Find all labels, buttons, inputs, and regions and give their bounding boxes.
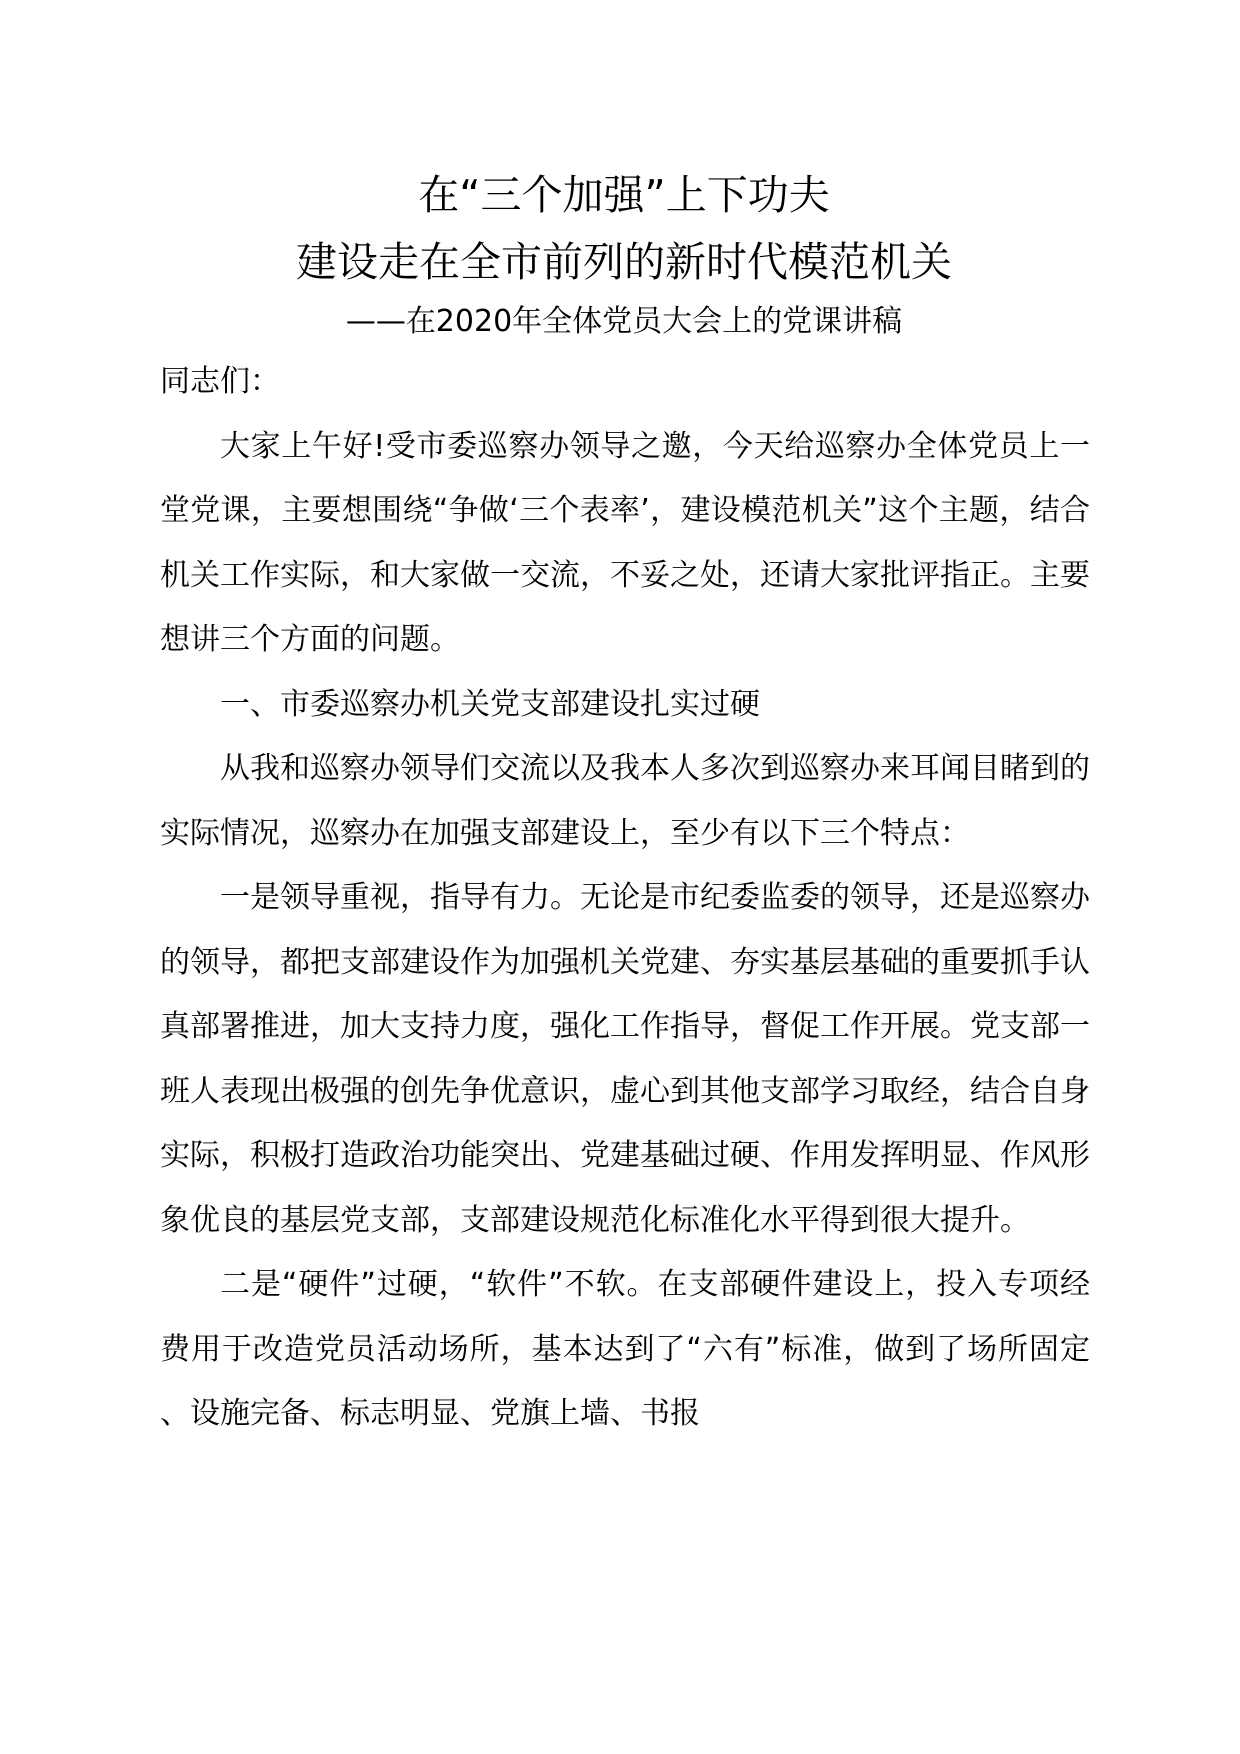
section-heading-1: 一、市委巡察办机关党支部建设扎实过硬 <box>220 686 760 722</box>
paragraph-point-2: 二是“硬件”过硬，“软件”不软。在支部硬件建设上，投入专项经费用于改造党员活动场所，基本达到了“六有”标准，做到了场所固定、设施完备、标志明显、党旗上墙、书报 <box>160 1267 1090 1431</box>
paragraph-intro: 大家上午好!受市委巡察办领导之邀，今天给巡察办全体党员上一堂党课，主要想围绕“争做‘三个表率’，建设模范机关”这个主题，结合机关工作实际，和大家做一交流，不妥之处，还请大家批评指正。主要想讲三个方面的问题。 <box>160 428 1090 657</box>
paragraph-overview: 从我和巡察办领导们交流以及我本人多次到巡察办来耳闻目睹到的实际情况，巡察办在加强支部建设上，至少有以下三个特点： <box>160 751 1090 851</box>
subtitle: ——在2020年全体党员大会上的党课讲稿 <box>345 304 903 339</box>
title-line-2: 建设走在全市前列的新时代模范机关 <box>296 238 952 286</box>
paragraph-point-1: 一是领导重视，指导有力。无论是市纪委监委的领导，还是巡察办的领导，都把支部建设作为加强机关党建、夯实基层基础的重要抓手认真部署推进，加大支持力度，强化工作指导，督促工作开展。党支部一班人表现出极强的创先争优意识，虚心到其他支部学习取经，结合自身实际，积极打造政治功能突出、党建基础过硬、作用发挥明显、作风形象优良的基层党支部，支部建设规范化标准化水平得到很大提升。 <box>160 880 1090 1238</box>
title-line-1: 在“三个加强”上下功夫 <box>418 171 830 219</box>
salutation: 同志们： <box>160 364 280 399</box>
